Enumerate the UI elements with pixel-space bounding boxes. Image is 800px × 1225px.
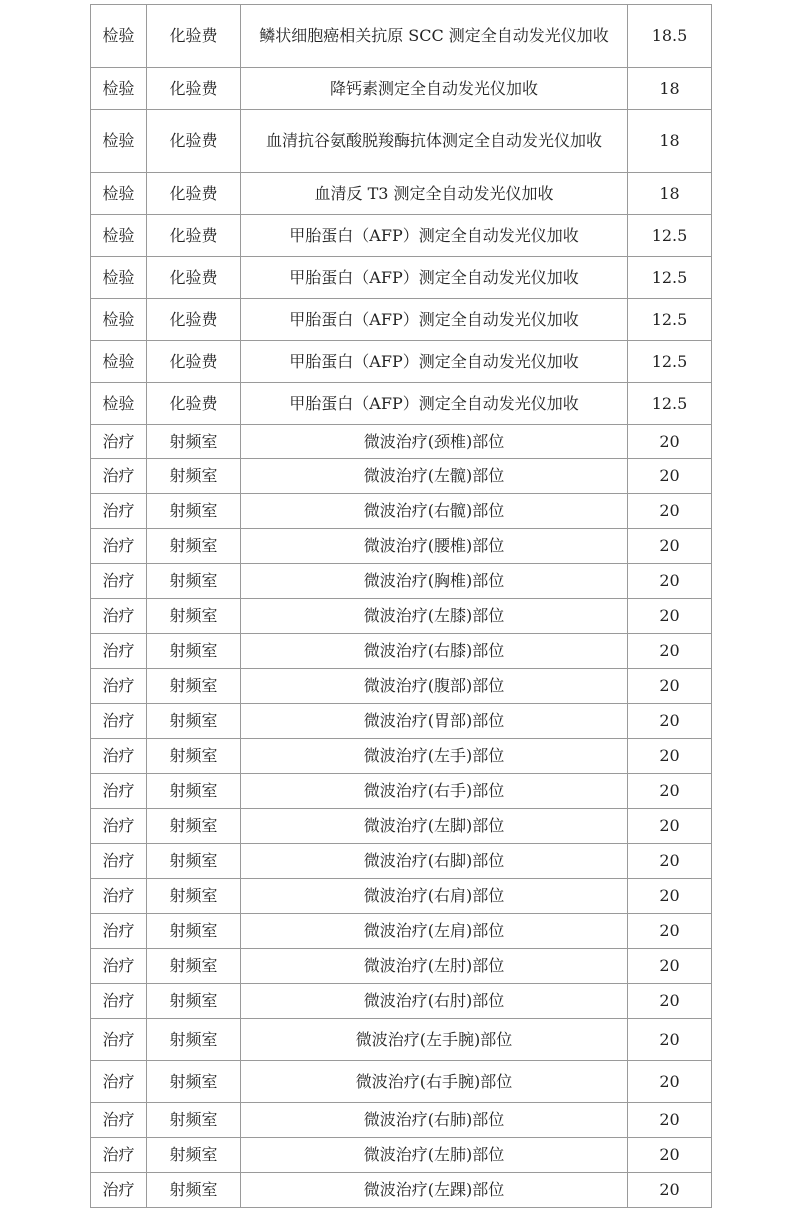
department-cell: 射频室 <box>147 564 241 599</box>
department-cell: 射频室 <box>147 669 241 704</box>
price-cell: 20 <box>628 599 712 634</box>
category-cell: 检验 <box>91 299 147 341</box>
department-cell: 射频室 <box>147 774 241 809</box>
item-name-cell: 微波治疗(胸椎)部位 <box>241 564 628 599</box>
table-row <box>91 299 712 341</box>
category-cell: 治疗 <box>91 459 147 494</box>
category-cell: 治疗 <box>91 739 147 774</box>
item-name-cell: 微波治疗(右髋)部位 <box>241 494 628 529</box>
price-cell: 20 <box>628 425 712 459</box>
item-name-cell: 微波治疗(右手)部位 <box>241 774 628 809</box>
item-name-cell: 微波治疗(颈椎)部位 <box>241 425 628 459</box>
item-name-cell: 甲胎蛋白（AFP）测定全自动发光仪加收 <box>241 257 628 299</box>
table-row <box>91 459 712 494</box>
item-name-cell: 微波治疗(腰椎)部位 <box>241 529 628 564</box>
category-cell: 检验 <box>91 110 147 173</box>
department-cell: 射频室 <box>147 1103 241 1138</box>
category-cell: 治疗 <box>91 1061 147 1103</box>
item-name-cell: 微波治疗(右肩)部位 <box>241 879 628 914</box>
table-row <box>91 1103 712 1138</box>
item-name-cell: 微波治疗(左踝)部位 <box>241 1173 628 1208</box>
department-cell: 射频室 <box>147 844 241 879</box>
price-cell: 20 <box>628 459 712 494</box>
department-cell: 化验费 <box>147 215 241 257</box>
item-name-cell: 甲胎蛋白（AFP）测定全自动发光仪加收 <box>241 215 628 257</box>
department-cell: 射频室 <box>147 1019 241 1061</box>
price-cell: 20 <box>628 564 712 599</box>
table-row <box>91 984 712 1019</box>
table-row <box>91 257 712 299</box>
table-row <box>91 494 712 529</box>
table-row <box>91 564 712 599</box>
category-cell: 治疗 <box>91 1103 147 1138</box>
price-cell: 20 <box>628 1103 712 1138</box>
table-row <box>91 68 712 110</box>
price-cell: 18 <box>628 110 712 173</box>
category-cell: 治疗 <box>91 425 147 459</box>
department-cell: 射频室 <box>147 1173 241 1208</box>
category-cell: 治疗 <box>91 984 147 1019</box>
item-name-cell: 降钙素测定全自动发光仪加收 <box>241 68 628 110</box>
item-name-cell: 微波治疗(右膝)部位 <box>241 634 628 669</box>
department-cell: 射频室 <box>147 704 241 739</box>
category-cell: 治疗 <box>91 844 147 879</box>
category-cell: 治疗 <box>91 599 147 634</box>
price-cell: 12.5 <box>628 257 712 299</box>
price-cell: 20 <box>628 879 712 914</box>
price-cell: 20 <box>628 1019 712 1061</box>
category-cell: 检验 <box>91 383 147 425</box>
category-cell: 治疗 <box>91 529 147 564</box>
fee-table-body <box>91 5 712 1208</box>
table-row <box>91 1138 712 1173</box>
category-cell: 治疗 <box>91 1138 147 1173</box>
department-cell: 射频室 <box>147 494 241 529</box>
price-cell: 20 <box>628 529 712 564</box>
price-cell: 20 <box>628 494 712 529</box>
department-cell: 射频室 <box>147 599 241 634</box>
price-cell: 20 <box>628 1061 712 1103</box>
item-name-cell: 甲胎蛋白（AFP）测定全自动发光仪加收 <box>241 299 628 341</box>
item-name-cell: 微波治疗(左脚)部位 <box>241 809 628 844</box>
item-name-cell: 血清反 T3 测定全自动发光仪加收 <box>241 173 628 215</box>
table-row <box>91 1061 712 1103</box>
price-cell: 18 <box>628 68 712 110</box>
department-cell: 射频室 <box>147 425 241 459</box>
department-cell: 化验费 <box>147 110 241 173</box>
price-cell: 20 <box>628 844 712 879</box>
price-cell: 18 <box>628 173 712 215</box>
fee-table <box>90 4 712 1208</box>
category-cell: 检验 <box>91 215 147 257</box>
table-row <box>91 425 712 459</box>
department-cell: 射频室 <box>147 1138 241 1173</box>
price-cell: 12.5 <box>628 341 712 383</box>
department-cell: 射频室 <box>147 739 241 774</box>
table-row <box>91 341 712 383</box>
department-cell: 射频室 <box>147 984 241 1019</box>
price-cell: 20 <box>628 949 712 984</box>
item-name-cell: 微波治疗(左手)部位 <box>241 739 628 774</box>
table-row <box>91 844 712 879</box>
item-name-cell: 微波治疗(胃部)部位 <box>241 704 628 739</box>
category-cell: 治疗 <box>91 1173 147 1208</box>
category-cell: 治疗 <box>91 879 147 914</box>
item-name-cell: 微波治疗(左手腕)部位 <box>241 1019 628 1061</box>
price-cell: 20 <box>628 1173 712 1208</box>
table-row <box>91 1173 712 1208</box>
department-cell: 射频室 <box>147 459 241 494</box>
item-name-cell: 微波治疗(左髋)部位 <box>241 459 628 494</box>
price-cell: 20 <box>628 774 712 809</box>
category-cell: 治疗 <box>91 669 147 704</box>
department-cell: 化验费 <box>147 173 241 215</box>
price-cell: 20 <box>628 634 712 669</box>
category-cell: 检验 <box>91 173 147 215</box>
department-cell: 化验费 <box>147 383 241 425</box>
department-cell: 射频室 <box>147 879 241 914</box>
table-row <box>91 383 712 425</box>
table-row <box>91 599 712 634</box>
item-name-cell: 微波治疗(左肩)部位 <box>241 914 628 949</box>
department-cell: 射频室 <box>147 914 241 949</box>
item-name-cell: 甲胎蛋白（AFP）测定全自动发光仪加收 <box>241 341 628 383</box>
table-row <box>91 879 712 914</box>
department-cell: 化验费 <box>147 257 241 299</box>
price-cell: 20 <box>628 1138 712 1173</box>
price-cell: 20 <box>628 669 712 704</box>
table-row <box>91 634 712 669</box>
item-name-cell: 鳞状细胞癌相关抗原 SCC 测定全自动发光仪加收 <box>241 5 628 68</box>
category-cell: 治疗 <box>91 564 147 599</box>
department-cell: 化验费 <box>147 68 241 110</box>
department-cell: 射频室 <box>147 634 241 669</box>
table-row <box>91 774 712 809</box>
price-cell: 12.5 <box>628 383 712 425</box>
item-name-cell: 微波治疗(左肘)部位 <box>241 949 628 984</box>
item-name-cell: 微波治疗(右肺)部位 <box>241 1103 628 1138</box>
category-cell: 治疗 <box>91 704 147 739</box>
price-cell: 20 <box>628 739 712 774</box>
item-name-cell: 甲胎蛋白（AFP）测定全自动发光仪加收 <box>241 383 628 425</box>
price-cell: 20 <box>628 809 712 844</box>
item-name-cell: 血清抗谷氨酸脱羧酶抗体测定全自动发光仪加收 <box>241 110 628 173</box>
item-name-cell: 微波治疗(左膝)部位 <box>241 599 628 634</box>
price-cell: 20 <box>628 914 712 949</box>
price-cell: 18.5 <box>628 5 712 68</box>
table-row <box>91 173 712 215</box>
price-cell: 12.5 <box>628 215 712 257</box>
table-row <box>91 215 712 257</box>
price-cell: 20 <box>628 704 712 739</box>
item-name-cell: 微波治疗(右肘)部位 <box>241 984 628 1019</box>
department-cell: 射频室 <box>147 809 241 844</box>
department-cell: 射频室 <box>147 529 241 564</box>
category-cell: 治疗 <box>91 494 147 529</box>
category-cell: 治疗 <box>91 809 147 844</box>
department-cell: 化验费 <box>147 5 241 68</box>
item-name-cell: 微波治疗(右脚)部位 <box>241 844 628 879</box>
category-cell: 治疗 <box>91 949 147 984</box>
category-cell: 治疗 <box>91 774 147 809</box>
item-name-cell: 微波治疗(腹部)部位 <box>241 669 628 704</box>
item-name-cell: 微波治疗(右手腕)部位 <box>241 1061 628 1103</box>
category-cell: 检验 <box>91 68 147 110</box>
table-row <box>91 110 712 173</box>
department-cell: 射频室 <box>147 1061 241 1103</box>
category-cell: 治疗 <box>91 634 147 669</box>
item-name-cell: 微波治疗(左肺)部位 <box>241 1138 628 1173</box>
table-row <box>91 669 712 704</box>
table-row <box>91 739 712 774</box>
category-cell: 检验 <box>91 5 147 68</box>
table-row <box>91 914 712 949</box>
price-cell: 20 <box>628 984 712 1019</box>
category-cell: 治疗 <box>91 1019 147 1061</box>
category-cell: 检验 <box>91 257 147 299</box>
price-cell: 12.5 <box>628 299 712 341</box>
department-cell: 化验费 <box>147 341 241 383</box>
table-row <box>91 529 712 564</box>
table-row <box>91 949 712 984</box>
department-cell: 化验费 <box>147 299 241 341</box>
table-row <box>91 809 712 844</box>
table-row <box>91 5 712 68</box>
table-row <box>91 1019 712 1061</box>
category-cell: 检验 <box>91 341 147 383</box>
department-cell: 射频室 <box>147 949 241 984</box>
category-cell: 治疗 <box>91 914 147 949</box>
table-row <box>91 704 712 739</box>
